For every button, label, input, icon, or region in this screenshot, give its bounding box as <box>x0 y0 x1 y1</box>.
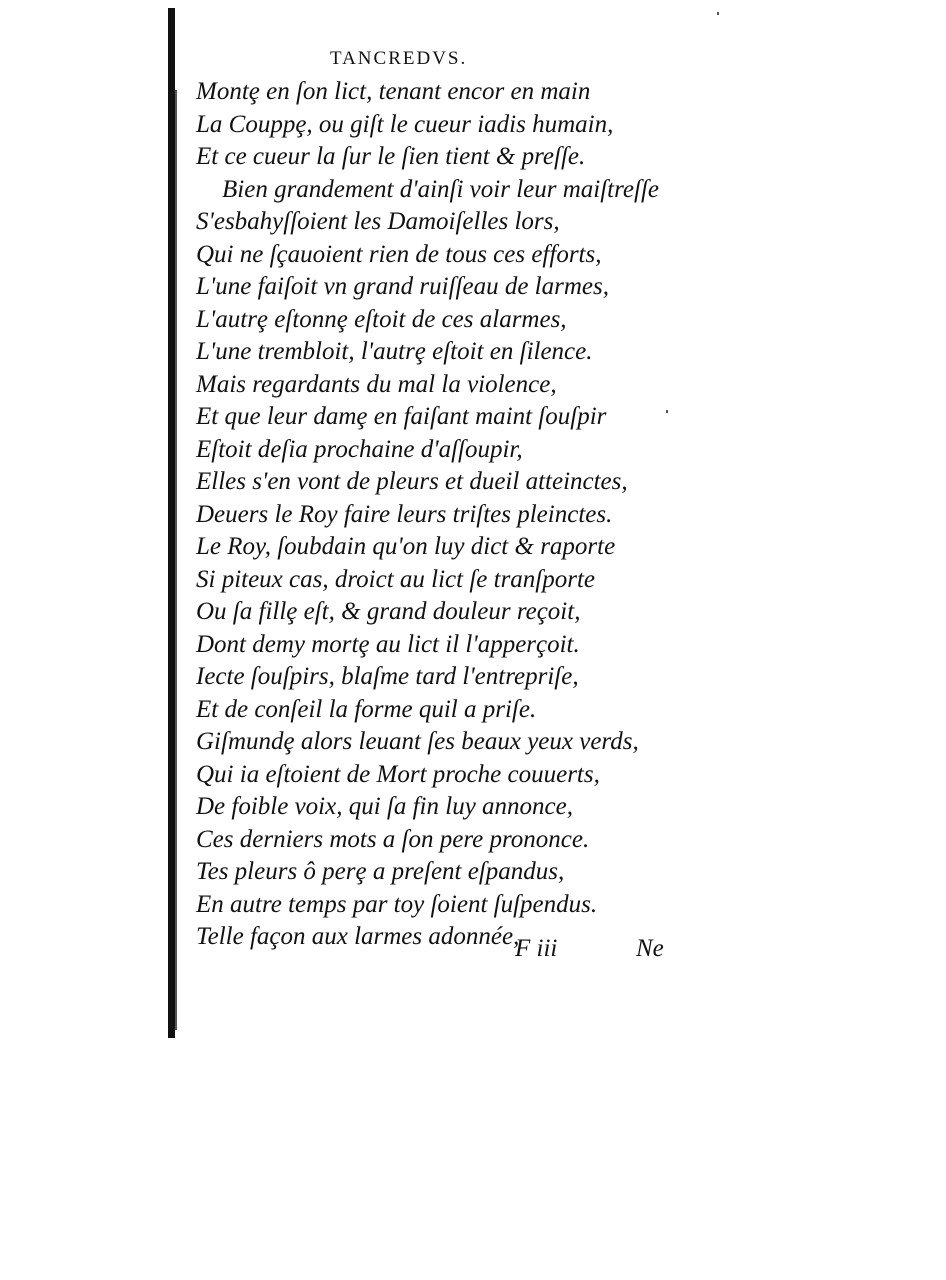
verse-line: De foible voix, qui ſa fin luy annonce, <box>196 793 573 820</box>
running-head: TANCREDVS. <box>330 48 468 69</box>
verse-line: En autre temps par toy ſoient ſuſpendus. <box>196 890 598 918</box>
verse-line: Et ce cueur la ſur le ſien tient & preſſe. <box>196 143 586 170</box>
binding-gutter-shadow <box>175 90 177 1030</box>
signature-mark: F iii <box>515 935 558 962</box>
verse-line: Qui ne ſçauoient rien de tous ces efforts, <box>196 240 602 268</box>
verse-line: Et que leur damȩ en faiſant maint ſouſpir <box>196 403 607 430</box>
verse-line: Montȩ en ſon lict, tenant encor en main <box>196 78 591 105</box>
verse-line: Et de conſeil la forme quil a priſe. <box>196 695 537 723</box>
paper-speck <box>717 12 719 15</box>
verse-line: Eſtoit deſia prochaine d'aſſoupir, <box>196 435 523 463</box>
verse-line: Deuers le Roy faire leurs triſtes pleinctes. <box>196 500 613 528</box>
verse-line: Bien grandement d'ainſi voir leur maiſtreſſe <box>222 175 659 203</box>
verse-line: S'esbahyſſoient les Damoiſelles lors, <box>196 208 560 235</box>
verse-line: Dont demy mortȩ au lict il l'apperçoit. <box>196 630 580 658</box>
verse-line: Iecte ſouſpirs, blaſme tard l'entrepriſe, <box>196 663 579 690</box>
verse-line: Si piteux cas, droict au lict ſe tranſporte <box>196 565 596 593</box>
verse-line: L'autrȩ eſtonnȩ eſtoit de ces alarmes, <box>196 305 567 333</box>
verse-line: Ces derniers mots a ſon pere prononce. <box>196 825 590 853</box>
verse-line: Giſmundȩ alors leuant ſes beaux yeux verds, <box>196 728 639 755</box>
verse-line: Tes pleurs ô perȩ a preſent eſpandus, <box>196 858 565 885</box>
verse-line: La Couppȩ, ou giſt le cueur iadis humain, <box>196 110 614 138</box>
verse-line: Ou ſa fillȩ eſt, & grand douleur reçoit, <box>196 598 581 625</box>
verse-line: L'une trembloit, l'autrȩ eſtoit en ſilence. <box>196 338 593 365</box>
paper-speck <box>666 410 668 413</box>
verse-line: L'une faiſoit vn grand ruiſſeau de larmes, <box>196 273 609 300</box>
catchword: Ne <box>636 935 664 962</box>
verse-line: Telle façon aux larmes adonnée, <box>196 923 520 950</box>
verse-line: Mais regardants du mal la violence, <box>196 370 557 398</box>
binding-gutter <box>168 8 175 1038</box>
verse-line: Le Roy, ſoubdain qu'on luy dict & raporte <box>196 533 616 560</box>
verse-line: Elles s'en vont de pleurs et dueil atteinctes, <box>196 468 628 495</box>
verse-line: Qui ia eſtoient de Mort proche couuerts, <box>196 760 600 788</box>
